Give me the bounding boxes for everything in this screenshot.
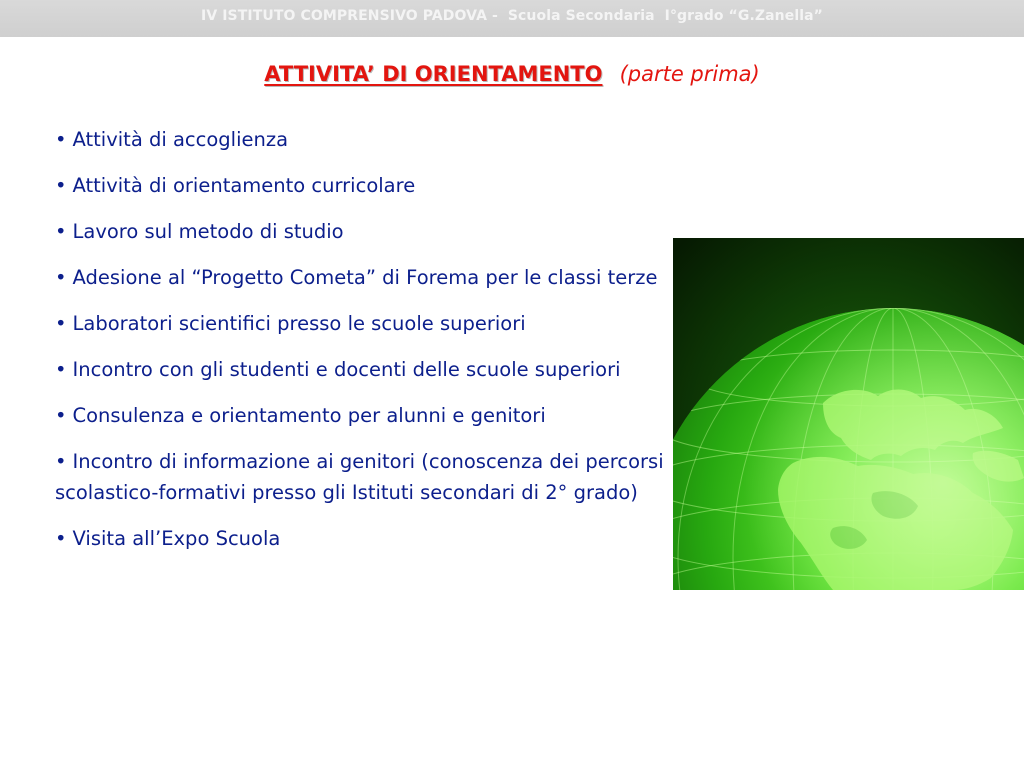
list-item — [55, 170, 670, 201]
list-item — [55, 523, 670, 554]
bullet-icon: • — [55, 450, 67, 473]
bullet-icon: • — [55, 358, 67, 381]
list-item-text: Attività di orientamento curricolare — [72, 174, 416, 197]
bullet-icon: • — [55, 220, 67, 243]
list-item-text: Attività di accoglienza — [72, 128, 289, 151]
header-title: IV ISTITUTO COMPRENSIVO PADOVA - Scuola Secondaria I°grado “G.Zanella” — [201, 8, 823, 24]
slide-title-sub: (parte prima) — [619, 62, 760, 86]
list-item — [55, 262, 670, 293]
header-bar — [0, 0, 1024, 37]
list-item — [55, 400, 670, 431]
list-item-text: Incontro di informazione ai genitori (conoscenza dei percorsi scolastico-formativi presso gli Istituti secondari di 2° grado) — [55, 450, 664, 504]
list-item — [55, 216, 670, 247]
globe-image — [673, 238, 1024, 590]
list-item-text: Incontro con gli studenti e docenti delle scuole superiori — [72, 358, 621, 381]
bullet-icon: • — [55, 527, 67, 550]
list-item-text: Visita all’Expo Scuola — [72, 527, 281, 550]
slide-title — [0, 62, 1024, 86]
list-item-text: Laboratori scientifici presso le scuole superiori — [72, 312, 526, 335]
slide-title-main: ATTIVITA’ DI ORIENTAMENTO — [264, 62, 603, 86]
list-item-text: Lavoro sul metodo di studio — [72, 220, 344, 243]
bullet-icon: • — [55, 266, 67, 289]
bullet-icon: • — [55, 174, 67, 197]
list-item-text: Adesione al “Progetto Cometa” di Forema per le classi terze — [72, 266, 658, 289]
activity-list — [55, 124, 670, 569]
list-item — [55, 354, 670, 385]
bullet-icon: • — [55, 404, 67, 427]
list-item — [55, 308, 670, 339]
list-item — [55, 124, 670, 155]
list-item — [55, 446, 670, 508]
list-item-text: Consulenza e orientamento per alunni e genitori — [72, 404, 546, 427]
bullet-icon: • — [55, 128, 67, 151]
bullet-icon: • — [55, 312, 67, 335]
